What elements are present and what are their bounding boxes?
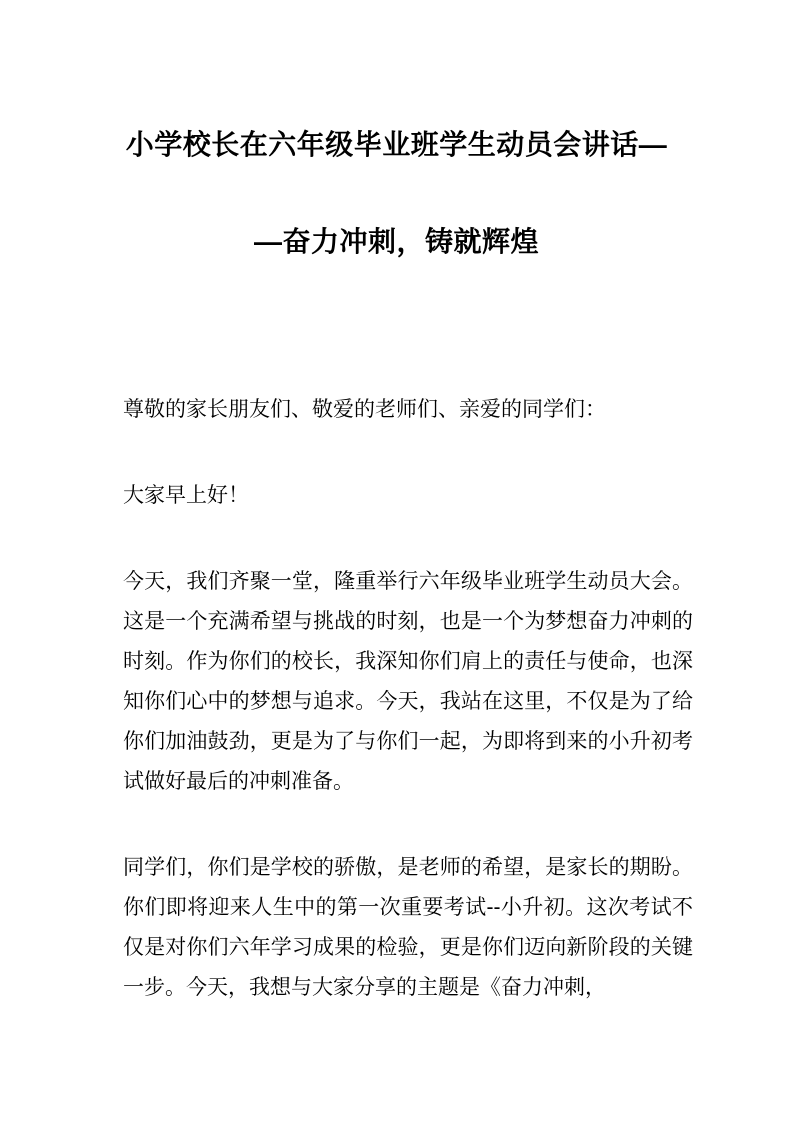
paragraph-salutation: 尊敬的家长朋友们、敬爱的老师们、亲爱的同学们： (123, 398, 606, 421)
paragraph-greeting: 大家早上好！ (123, 484, 249, 507)
paragraph-theme: 同学们，你们是学校的骄傲，是老师的希望，是家长的期盼。你们即将迎来人生中的第一次重要考试--小升初。这次考试不仅是对你们六年学习成果的检验，更是你们迈向新阶段的关键一步。今天，我想与大家分享的主题是《奋力冲刺， (123, 856, 693, 999)
document-title-line-1: 小学校长在六年级毕业班学生动员会讲话— (125, 129, 668, 160)
document-body (123, 390, 693, 1008)
paragraph-opening: 今天，我们齐聚一堂，隆重举行六年级毕业班学生动员大会。这是一个充满希望与挑战的时刻，也是一个为梦想奋力冲刺的时刻。作为你们的校长，我深知你们肩上的责任与使命，也深知你们心中的梦想与追求。今天，我站在这里，不仅是为了给你们加油鼓劲，更是为了与你们一起，为即将到来的小升初考试做好最后的冲刺准备。 (123, 570, 693, 793)
document-title-line-2: —奋力冲刺，铸就辉煌 (253, 226, 539, 257)
